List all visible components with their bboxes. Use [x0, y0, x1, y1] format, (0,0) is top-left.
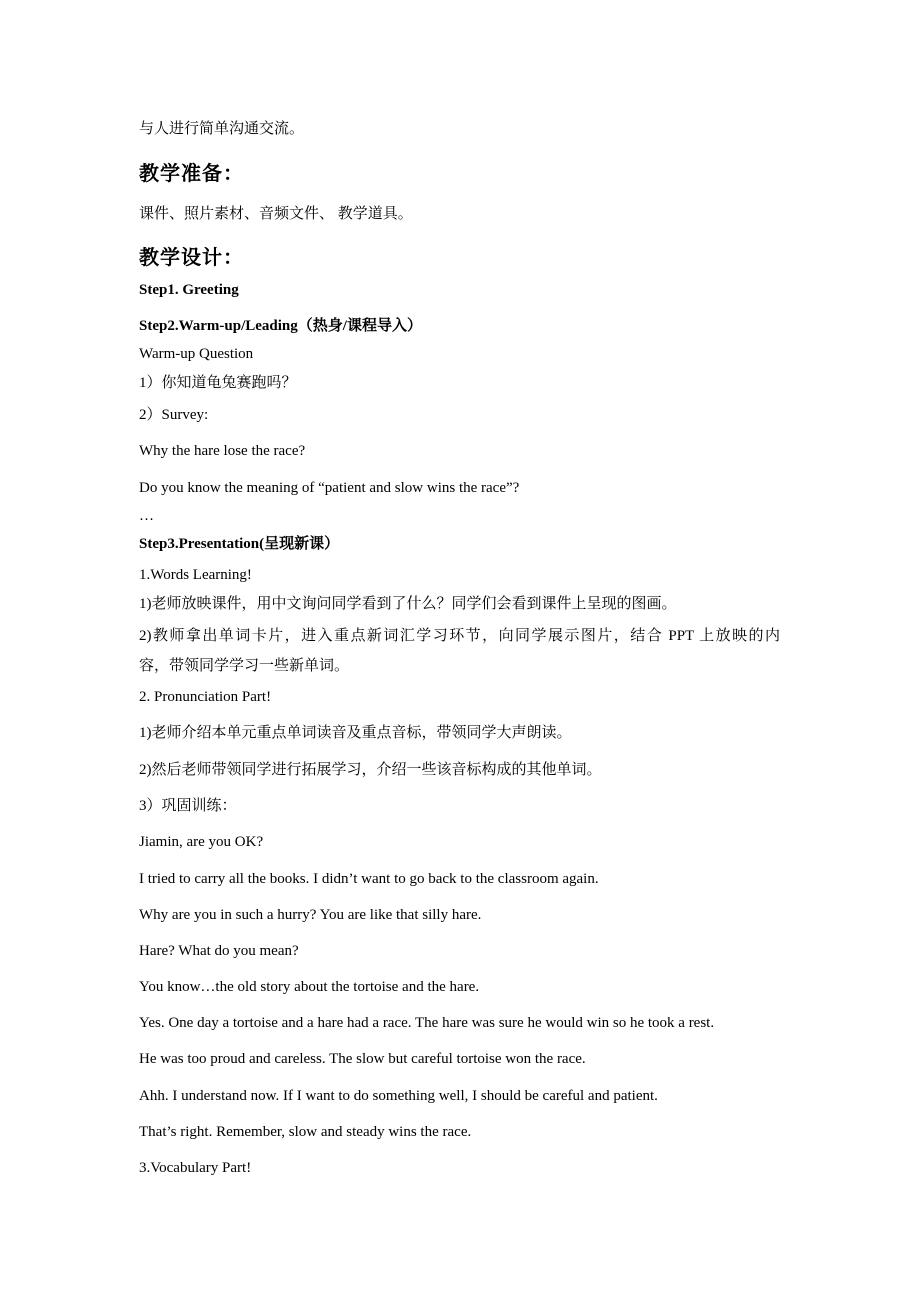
text-line: Hare? What do you mean?: [139, 943, 299, 959]
text-line: 容，带领同学学习一些新单词。: [139, 658, 350, 674]
text-line: I tried to carry all the books. I didn’t want to go back to the classroom again.: [139, 871, 599, 887]
text-line: 1）你知道龟兔赛跑吗？: [139, 375, 297, 391]
text-line: 1)老师介绍本单元重点单词读音及重点音标，带领同学大声朗读。: [139, 725, 572, 741]
text-line: You know…the old story about the tortoise and the hare.: [139, 979, 480, 995]
text-line: …: [139, 508, 154, 524]
text-line: 2）Survey:: [139, 407, 209, 423]
text-line: 2. Pronunciation Part!: [139, 689, 272, 705]
text-line: Why are you in such a hurry? You are like that silly hare.: [139, 907, 482, 923]
text-line: Jiamin, are you OK?: [139, 834, 264, 850]
text-line: Ahh. I understand now. If I want to do something well, I should be careful and patient.: [139, 1088, 658, 1104]
text-line: Do you know the meaning of “patient and slow wins the race”?: [139, 480, 520, 496]
text-line: Why the hare lose the race?: [139, 443, 306, 459]
text-line: 课件、照片素材、音频文件、 教学道具。: [139, 206, 413, 222]
text-line: Yes. One day a tortoise and a hare had a race. The hare was sure he would win so he took a rest.: [139, 1015, 715, 1031]
text-line: 3.Vocabulary Part!: [139, 1160, 252, 1176]
text-line: He was too proud and careless. The slow but careful tortoise won the race.: [139, 1051, 586, 1067]
step-heading-3: Step3.Presentation(呈现新课）: [139, 536, 340, 552]
step-heading-1: Step1. Greeting: [139, 282, 239, 298]
text-line: 1.Words Learning!: [139, 567, 252, 583]
section-heading-preparation: 教学准备：: [139, 161, 244, 185]
text-line: 2)然后老师带领同学进行拓展学习，介绍一些该音标构成的其他单词。: [139, 762, 602, 778]
text-line: 1)老师放映课件，用中文询问同学看到了什么？同学们会看到课件上呈现的图画。: [139, 596, 677, 612]
section-heading-design: 教学设计：: [139, 245, 244, 269]
text-line: 3）巩固训练：: [139, 798, 237, 814]
text-line: That’s right. Remember, slow and steady wins the race.: [139, 1124, 472, 1140]
step-heading-2: Step2.Warm-up/Leading（热身/课程导入）: [139, 318, 422, 334]
text-line: 2)教师拿出单词卡片，进入重点新词汇学习环节，向同学展示图片，结合 PPT 上放映的内: [139, 628, 780, 644]
text-line: Warm-up Question: [139, 346, 254, 362]
text-line: 与人进行简单沟通交流。: [139, 121, 305, 137]
